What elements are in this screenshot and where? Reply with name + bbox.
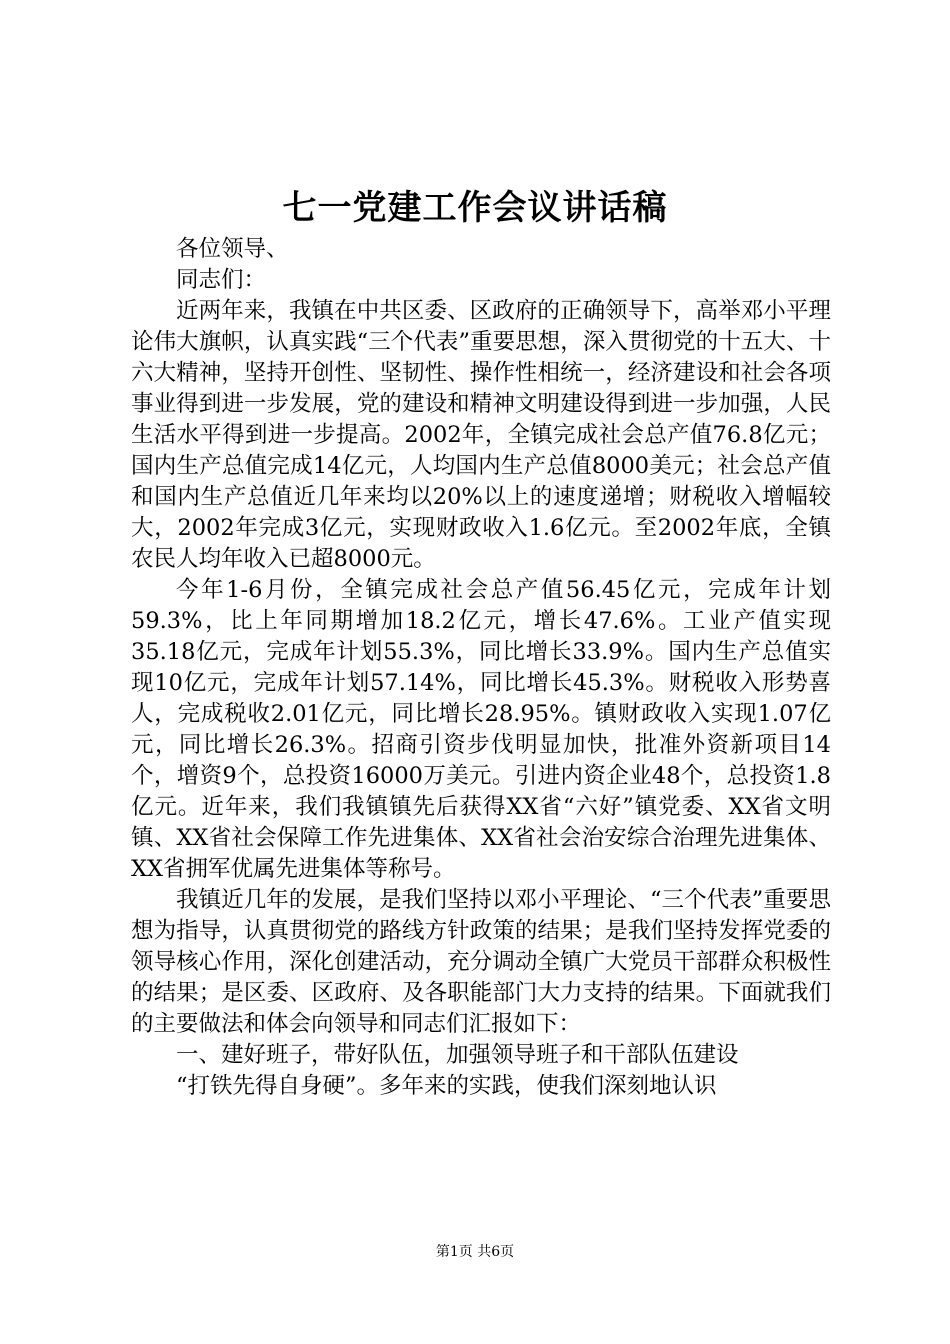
body-paragraph: 今年1-6月份，全镇完成社会总产值56.45亿元，完成年计划59.3%，比上年同期增加18.2亿元，增长47.6%。工业产值实现35.18亿元，完成年计划55.3%，同比增长33.9%。国内生产总值实现10亿元，完成年计划57.14%，同比增长45.3%。财税收入形势喜人，完成税收2.01亿元，同比增长28.95%。镇财政收入实现1.07亿元，同比增长26.3%。招商引资步伐明显加快，批准外资新项目14个，增资9个，总投资16000万美元。引进内资企业48个，总投资1.8亿元。近年来，我们我镇镇先后获得XX省“六好”镇党委、XX省文明镇、XX省社会保障工作先进集体、XX省社会治安综合治理先进集体、XX省拥军优属先进集体等称号。 <box>131 577 831 882</box>
body-paragraph: 我镇近几年的发展，是我们坚持以邓小平理论、“三个代表”重要思想为指导，认真贯彻党的路线方针政策的结果；是我们坚持发挥党委的领导核心作用，深化创建活动，充分调动全镇广大党员干部群众积极性的结果；是区委、区政府、及各职能部门大力支持的结果。下面就我们的主要做法和体会向领导和同志们汇报如下： <box>131 887 831 1037</box>
salutation-line: 各位领导、 <box>176 236 289 262</box>
salutation-line: 同志们： <box>176 267 267 293</box>
document-body <box>131 234 831 1102</box>
body-paragraph: “打铁先得自身硬”。多年来的实践，使我们深刻地认识 <box>176 1073 717 1099</box>
section-heading: 一、建好班子，带好队伍，加强领导班子和干部队伍建设 <box>176 1042 739 1068</box>
body-paragraph: 近两年来，我镇在中共区委、区政府的正确领导下，高举邓小平理论伟大旗帜，认真实践“三个代表”重要思想，深入贯彻党的十五大、十六大精神，坚持开创性、坚韧性、操作性相统一，经济建设和社会各项事业得到进一步发展，党的建设和精神文明建设得到进一步加强，人民生活水平得到进一步提高。2002年，全镇完成社会总产值76.8亿元；国内生产总值完成14亿元，人均国内生产总值8000美元；社会总产值和国内生产总值近几年来均以20%以上的速度递增；财税收入增幅较大，2002年完成3亿元，实现财政收入1.6亿元。至2002年底，全镇农民人均年收入已超8000元。 <box>131 298 831 572</box>
page-number-footer: 第1页 共6页 <box>435 1244 515 1260</box>
document-title: 七一党建工作会议讲话稿 <box>282 188 668 228</box>
